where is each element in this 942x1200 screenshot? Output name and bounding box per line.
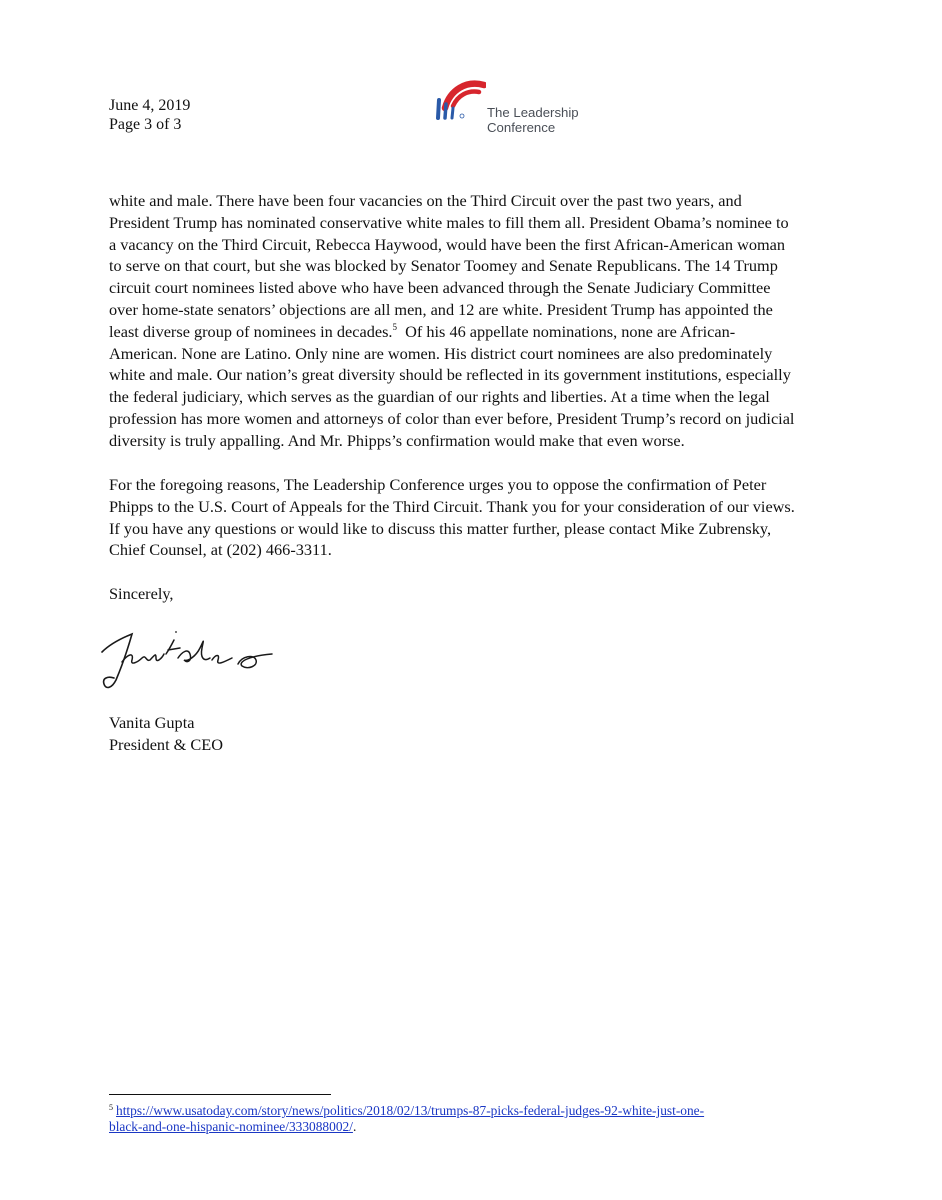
text-line: President Trump has nominated conservative white males to fill them all. President Obama’s nominee to: [109, 212, 789, 232]
logo-wordmark: [487, 105, 579, 135]
signer-block: [109, 712, 223, 756]
text-line: Phipps to the U.S. Court of Appeals for the Third Circuit. Thank you for your consideration of our views.: [109, 496, 795, 516]
footnote-line-1: [109, 1103, 704, 1119]
letter-header: [109, 96, 190, 134]
text-line: white and male. Our nation’s great diversity should be reflected in its government institutions, especially: [109, 365, 791, 385]
footnote-reference: 5: [392, 321, 397, 332]
text-segment: least diverse group of nominees in decades.: [109, 321, 393, 341]
footnote-number: 5: [109, 1103, 113, 1112]
signer-name: Vanita Gupta: [109, 713, 195, 732]
footnote: [109, 1103, 704, 1135]
text-line: For the foregoing reasons, The Leadership Conference urges you to oppose the confirmation of Peter: [109, 475, 767, 494]
text-line: white and male. There have been four vacancies on the Third Circuit over the past two years, and: [109, 191, 742, 210]
text-segment: Of his 46 appellate nominations, none are African-: [396, 321, 736, 341]
body-paragraph-1: [109, 190, 839, 452]
text-line-with-footnote: [109, 321, 839, 343]
text-line: to serve on that court, but she was blocked by Senator Toomey and Senate Republicans. The 14 Trump: [109, 256, 778, 276]
text-line: a vacancy on the Third Circuit, Rebecca Haywood, would have been the first African-American woman: [109, 234, 786, 254]
footnote-link-part-2[interactable]: black-and-one-hispanic-nominee/333088002/: [109, 1119, 353, 1134]
body-paragraph-2: [109, 474, 839, 561]
leadership-conference-logo-icon: [436, 76, 486, 122]
closing-salutation: Sincerely,: [109, 584, 174, 603]
signer-title: President & CEO: [109, 735, 223, 754]
letter-date: June 4, 2019: [109, 97, 191, 114]
organization-logo: [436, 76, 596, 140]
logo-name-line1: The Leadership: [487, 105, 579, 120]
text-line: over home-state senators’ objections are all men, and 12 are white. President Trump has appointed the: [109, 299, 773, 319]
text-line: profession has more women and attorneys of color than ever before, President Trump’s record on judicial: [109, 408, 795, 428]
logo-name-line2: Conference: [487, 120, 556, 135]
text-line: diversity is truly appalling. And Mr. Phipps’s confirmation would make that even worse.: [109, 430, 685, 450]
footnote-divider: [109, 1094, 331, 1095]
handwritten-signature: [92, 618, 292, 698]
text-line: If you have any questions or would like to discuss this matter further, please contact Mike Zubrensky,: [109, 518, 772, 538]
footnote-trailing: .: [352, 1119, 357, 1134]
text-line: American. None are Latino. Only nine are women. His district court nominees are also predominately: [109, 343, 773, 363]
footnote-line-2: [109, 1119, 704, 1135]
text-line: the federal judiciary, which serves as the guardian of our rights and liberties. At a time when the legal: [109, 387, 770, 407]
text-line: circuit court nominees listed above who have been advanced through the Senate Judiciary Committee: [109, 278, 771, 298]
page-number: Page 3 of 3: [109, 116, 182, 133]
footnote-link-part-1[interactable]: https://www.usatoday.com/story/news/politics/2018/02/13/trumps-87-picks-federal-judges-92-white-just-one-: [116, 1103, 705, 1118]
text-line: Chief Counsel, at (202) 466-3311.: [109, 540, 332, 560]
